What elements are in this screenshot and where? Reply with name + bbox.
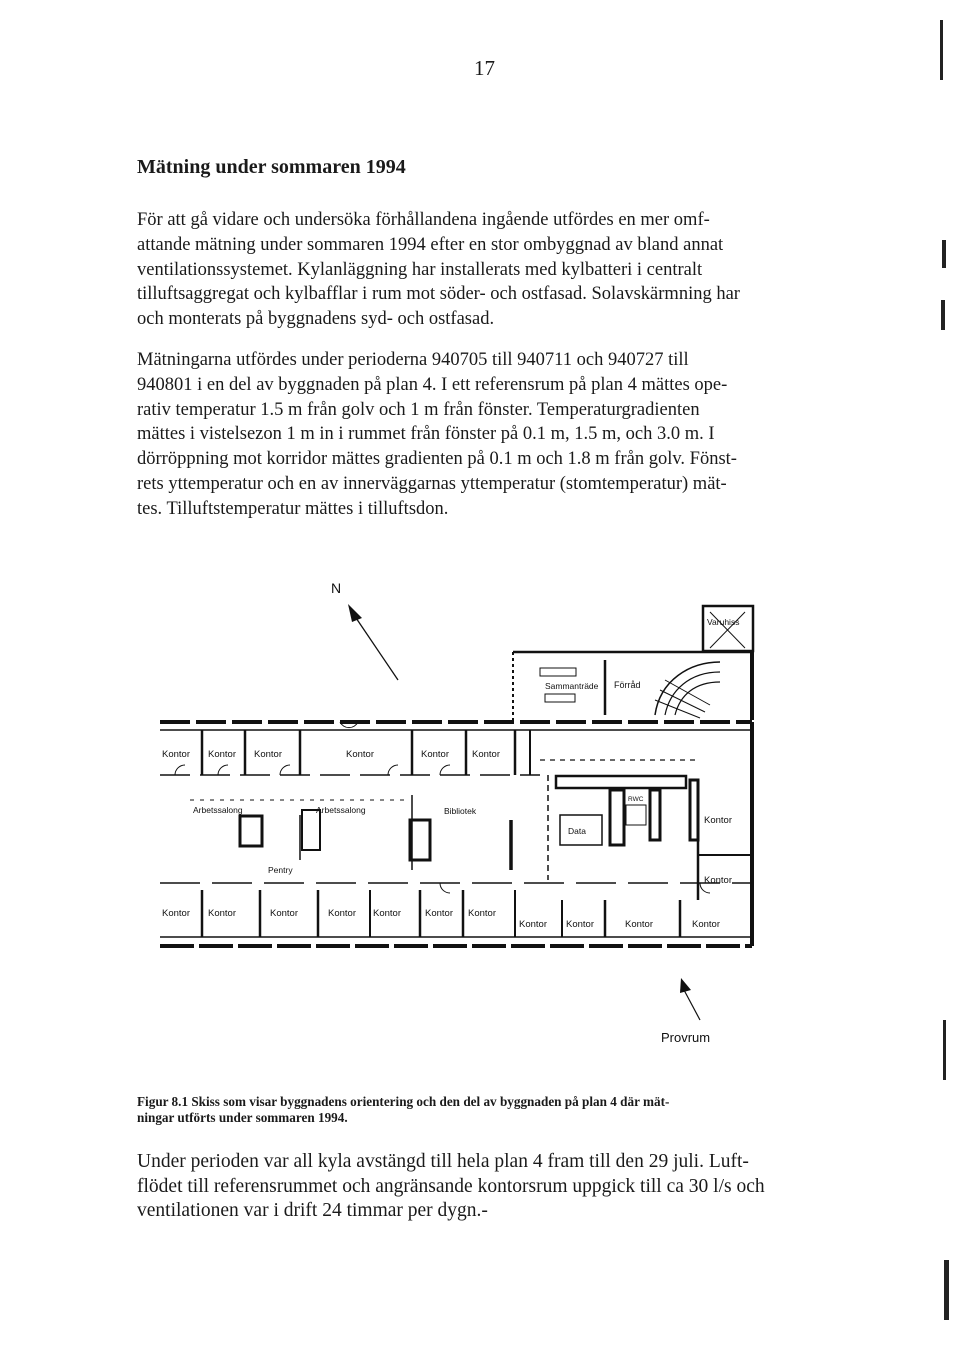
- room-label-sammantrade: Sammanträde: [545, 681, 599, 691]
- test-room-arrow-line: [684, 990, 700, 1020]
- room-label-kontor: Kontor: [519, 919, 547, 930]
- room-label-pentry: Pentry: [268, 865, 293, 875]
- text-line: tilluftsaggregat och kylbafflar i rum mot söder- och ostfasad. Solavskärmning har: [137, 284, 740, 305]
- scan-edge-mark: [944, 1260, 949, 1320]
- room-label-kontor: Kontor: [425, 908, 453, 919]
- room-label-arbetssalong: Arbetssalong: [193, 805, 243, 815]
- scan-edge-mark: [941, 300, 945, 330]
- scan-edge-mark: [940, 20, 943, 80]
- text-line: rets yttemperatur och en av innerväggarnas yttemperatur (stomtemperatur) mät-: [137, 473, 727, 494]
- building-outline: [160, 722, 752, 946]
- caption-line: ningar utförts under sommaren 1994.: [137, 1110, 348, 1125]
- scan-edge-mark: [943, 1020, 946, 1080]
- room-label-kontor: Kontor: [208, 749, 236, 760]
- text-line: Mätningarna utfördes under perioderna 940705 till 940711 och 940727 till: [137, 350, 689, 370]
- room-label-kontor: Kontor: [208, 908, 236, 919]
- room-label-kontor: Kontor: [625, 919, 653, 930]
- room-label-kontor: Kontor: [468, 908, 496, 919]
- figure-caption: [137, 1094, 669, 1126]
- test-room-label: Provrum: [661, 1030, 711, 1045]
- floor-plan-figure: [0, 560, 960, 1060]
- north-arrow-line: [352, 612, 398, 680]
- room-label-rwc: RWC: [628, 796, 644, 803]
- section-heading: Mätning under sommaren 1994: [137, 156, 406, 178]
- text-line: och monterats på byggnadens syd- och ostfasad.: [137, 309, 495, 330]
- room-label-kontor: Kontor: [692, 919, 720, 930]
- room-label-kontor: Kontor: [704, 875, 732, 886]
- room-label-kontor: Kontor: [566, 919, 594, 930]
- page-number: 17: [474, 56, 495, 80]
- room-label-arbetssalong: Arbetssalong: [316, 805, 366, 815]
- room-label-bibliotek: Bibliotek: [444, 806, 477, 816]
- text-line: attande mätning under sommaren 1994 efter en stor ombyggnad av bland annat: [137, 234, 724, 255]
- room-label-kontor: Kontor: [704, 815, 732, 826]
- north-label: N: [331, 580, 342, 596]
- text-line: För att gå vidare och undersöka förhållandena ingående utfördes en mer omf-: [137, 210, 710, 230]
- closing-paragraph: [137, 1150, 837, 1224]
- text-line: Under perioden var all kyla avstängd till hela plan 4 fram till den 29 juli. Luft-: [137, 1151, 749, 1172]
- room-label-data: Data: [568, 826, 586, 836]
- text-line: tes. Tilluftstemperatur mättes i tilluftsdon.: [137, 498, 449, 519]
- text-line: dörröppning mot korridor mättes gradienten på 0.1 m och 1.8 m från golv. Fönst-: [137, 449, 737, 470]
- room-label-kontor: Kontor: [270, 908, 298, 919]
- intro-paragraph: [137, 208, 837, 332]
- room-label-kontor: Kontor: [162, 908, 190, 919]
- room-label-kontor: Kontor: [472, 749, 500, 760]
- room-label-forrad: Förråd: [614, 680, 641, 690]
- room-label-kontor: Kontor: [421, 749, 449, 760]
- scan-edge-mark: [942, 240, 946, 268]
- text-line: rativ temperatur 1.5 m från golv och 1 m från fönster. Temperaturgradienten: [137, 399, 700, 420]
- test-room-arrow-head: [680, 978, 691, 993]
- room-label-kontor-partial: Kontor: [162, 749, 190, 760]
- room-label-kontor: Kontor: [346, 749, 374, 760]
- text-line: 940801 i en del av byggnaden på plan 4. I ett referensrum på plan 4 mättes ope-: [137, 374, 728, 395]
- room-label-kontor: Kontor: [328, 908, 356, 919]
- room-label-kontor: Kontor: [254, 749, 282, 760]
- room-label-kontor: Kontor: [373, 908, 401, 919]
- text-line: flödet till referensrummet och angränsande kontorsrum uppgick till ca 30 l/s och: [137, 1175, 765, 1197]
- room-label-varuhiss: Varuhiss: [707, 617, 740, 627]
- text-line: ventilationssystemet. Kylanläggning har installerats med kylbatteri i centralt: [137, 259, 703, 280]
- measurement-paragraph: [137, 348, 837, 522]
- text-line: mättes i vistelsezon 1 m in i rummet från fönster på 0.1 m, 1.5 m, och 3.0 m. I: [137, 424, 715, 445]
- caption-line: Figur 8.1 Skiss som visar byggnadens orientering och den del av byggnaden på plan 4 där mät-: [137, 1094, 670, 1109]
- text-line: ventilationen var i drift 24 timmar per dygn.-: [137, 1200, 488, 1221]
- north-arrow-head: [348, 604, 362, 622]
